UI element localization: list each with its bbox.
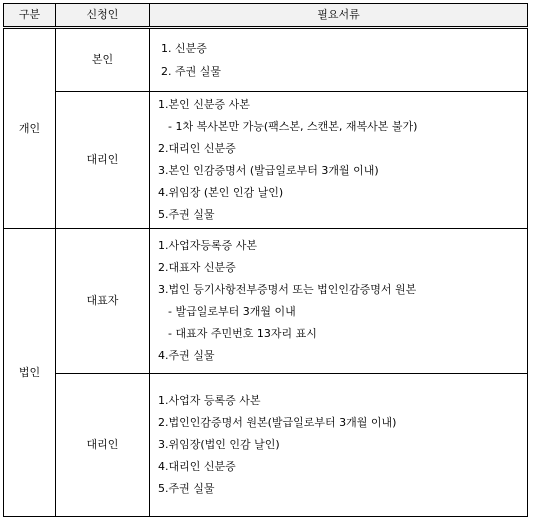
- document-sub-item: - 대표자 주민번호 13자리 표시: [168, 327, 317, 340]
- document-item: 3.법인 등기사항전부증명서 또는 법인인감증명서 원본: [158, 283, 417, 296]
- document-item: 3.본인 인감증명서 (발급일로부터 3개월 이내): [158, 164, 379, 177]
- applicant-cell: 본인: [56, 28, 150, 92]
- table-header-row: [4, 4, 528, 28]
- applicant-cell: 대리인: [56, 374, 150, 517]
- document-item: 1. 신분증: [161, 42, 207, 55]
- documents-cell: [150, 229, 528, 374]
- document-item: 5.주권 실물: [158, 482, 215, 495]
- document-item: 5.주권 실물: [158, 208, 215, 221]
- document-sub-item: - 발급일로부터 3개월 이내: [168, 305, 296, 318]
- document-item: 1.사업자등록증 사본: [158, 239, 257, 252]
- document-item: 1.사업자 등록증 사본: [158, 394, 261, 407]
- header-documents: 필요서류: [150, 4, 528, 28]
- documents-cell: [150, 92, 528, 229]
- document-item: 2.법인인감증명서 원본(발급일로부터 3개월 이내): [158, 416, 397, 429]
- required-documents-table: [3, 3, 528, 517]
- category-cell-personal: 개인: [4, 28, 56, 229]
- document-item: 2. 주권 실물: [161, 65, 221, 78]
- document-item: 2.대표자 신분증: [158, 261, 236, 274]
- required-documents-table-wrapper: [3, 3, 527, 517]
- category-cell-corporate: 법인: [4, 229, 56, 517]
- documents-cell: [150, 374, 528, 517]
- document-item: 3.위임장(법인 인감 날인): [158, 438, 280, 451]
- document-item: 1.본인 신분증 사본: [158, 98, 250, 111]
- document-item: 2.대리인 신분증: [158, 142, 236, 155]
- applicant-cell: 대표자: [56, 229, 150, 374]
- document-item: 4.주권 실물: [158, 349, 215, 362]
- table-row: [4, 374, 528, 517]
- header-applicant: 신청인: [56, 4, 150, 28]
- table-row: [4, 92, 528, 229]
- document-sub-item: - 1차 복사본만 가능(팩스본, 스캔본, 재복사본 불가): [168, 120, 418, 133]
- document-item: 4.위임장 (본인 인감 날인): [158, 186, 284, 199]
- table-row: [4, 28, 528, 92]
- applicant-cell: 대리인: [56, 92, 150, 229]
- table-row: [4, 229, 528, 374]
- document-item: 4.대리인 신분증: [158, 460, 236, 473]
- header-category: 구분: [4, 4, 56, 28]
- documents-cell: [150, 28, 528, 92]
